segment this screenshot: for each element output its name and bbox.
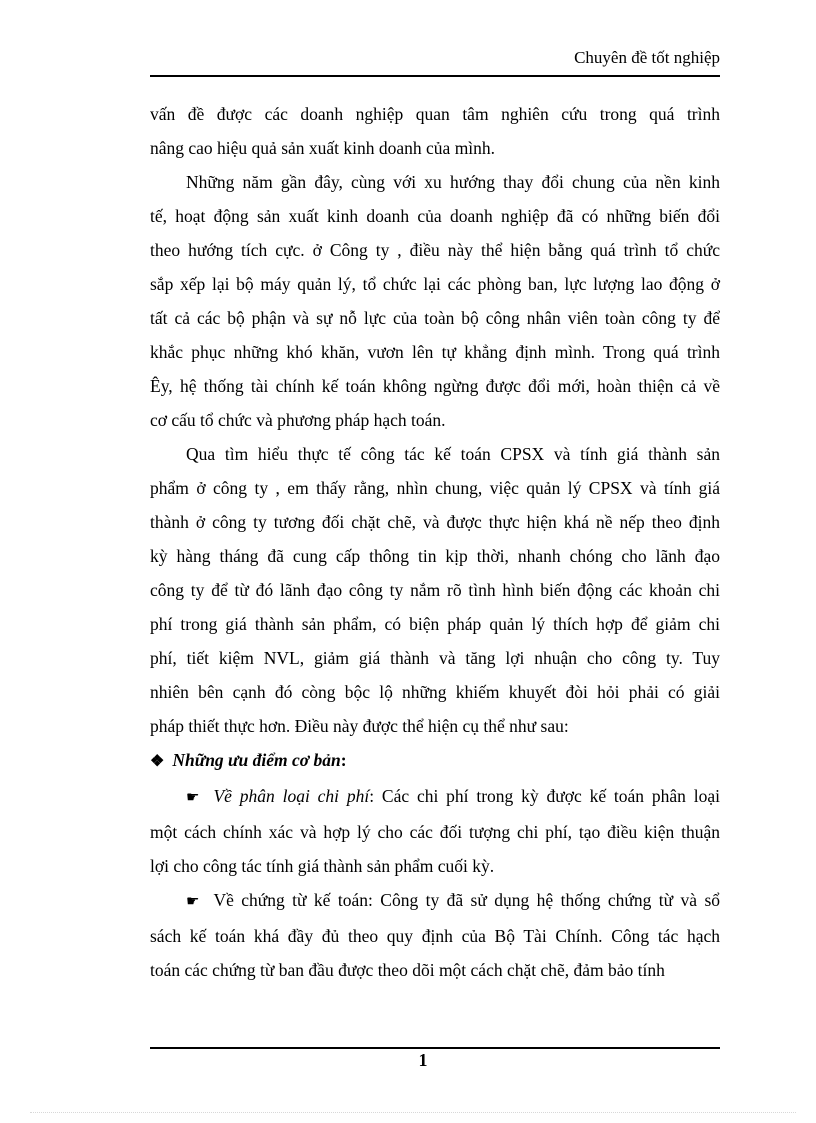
pointing-hand-icon: ☛: [186, 790, 200, 806]
paragraph-line: nâng cao hiệu quả sản xuất kinh doanh của mình.: [150, 138, 496, 158]
paragraph-line: pháp thiết thực hơn. Điều này được thể hiện cụ thể như sau:: [150, 716, 569, 736]
list-item-cost-classification: [150, 779, 720, 883]
paragraph-line: cơ cấu tổ chức và phương pháp hạch toán.: [150, 410, 446, 430]
section-heading-text: Những ưu điểm cơ bản: [172, 750, 341, 770]
list-item-rest: : Công ty đã sử dụng hệ thống chứng từ và sổ: [368, 890, 721, 910]
paragraph-line: phí trong giá thành sản phẩm, có biện pháp quản lý thích hợp để giảm chi: [150, 614, 720, 634]
paragraph-2: [150, 165, 720, 437]
header-rule: [150, 75, 720, 77]
list-item-lead: Về chứng từ kế toán: [213, 890, 368, 910]
paragraph-line: một cách chính xác và hợp lý cho các đối tượng chi phí, tạo điều kiện thuận: [150, 822, 720, 842]
header-title: Chuyên đề tốt nghiệp: [574, 48, 720, 67]
footer-rule: [150, 1047, 720, 1049]
paragraph-line: theo hướng tích cực. ở Công ty , điều này thể hiện bằng quá trình tổ chức: [150, 240, 720, 260]
paragraph-line: tế, hoạt động sản xuất kinh doanh của doanh nghiệp đã có những biến đổi: [150, 206, 720, 226]
list-item-first-line: [150, 779, 720, 815]
paragraph-line: sách kế toán khá đầy đủ theo quy định của Bộ Tài Chính. Công tác hạch: [150, 926, 720, 946]
section-heading-colon: :: [340, 750, 347, 770]
paragraph-1: [150, 97, 720, 165]
diamond-bullet-icon: ❖: [150, 753, 165, 770]
paragraph-line: toán các chứng từ ban đầu được theo dõi một cách chặt chẽ, đảm bảo tính: [150, 960, 665, 980]
paragraph-line: lợi cho công tác tính giá thành sản phẩm cuối kỳ.: [150, 856, 495, 876]
paragraph-line: Êy, hệ thống tài chính kế toán không ngừng được đổi mới, hoàn thiện cả về: [150, 376, 720, 396]
paragraph-line: tất cả các bộ phận và sự nỗ lực của toàn bộ công nhân viên toàn công ty để: [150, 308, 720, 328]
paragraph-line: Qua tìm hiểu thực tế công tác kế toán CPSX và tính giá thành sản: [186, 444, 720, 464]
list-item-first-line: [150, 883, 720, 919]
paragraph-line: phí, tiết kiệm NVL, giảm giá thành và tăng lợi nhuận cho công ty. Tuy: [150, 648, 720, 668]
paragraph-line: vấn đề được các doanh nghiệp quan tâm nghiên cứu trong quá trình: [150, 104, 720, 124]
section-heading: [150, 743, 720, 779]
list-item-rest: : Các chi phí trong kỳ được kế toán phân loại: [369, 786, 720, 806]
paragraph-line: nhiên bên cạnh đó còng bộc lộ những khiếm khuyết đòi hỏi phải có giải: [150, 682, 720, 702]
page-number: 1: [418, 1050, 428, 1070]
paragraph-line: Những năm gần đây, cùng với xu hướng thay đổi chung của nền kinh: [186, 172, 720, 192]
pointing-hand-icon: ☛: [186, 894, 200, 910]
paragraph-line: sắp xếp lại bộ máy quản lý, tổ chức lại các phòng ban, lực lượng lao động ở: [150, 274, 720, 294]
paragraph-line: phẩm ở công ty , em thấy rằng, nhìn chung, việc quản lý CPSX và tính giá: [150, 478, 720, 498]
document-body: [150, 97, 720, 987]
paragraph-line: khắc phục những khó khăn, vươn lên tự khẳng định mình. Trong quá trình: [150, 342, 720, 362]
page-edge-divider: [30, 1112, 796, 1113]
paragraph-3: [150, 437, 720, 743]
paragraph-line: công ty để từ đó lãnh đạo công ty nắm rõ tình hình biến động các khoản chi: [150, 580, 720, 600]
paragraph-line: thành ở công ty tương đối chặt chẽ, và được thực hiện khá nề nếp theo định: [150, 512, 720, 532]
paragraph-line: kỳ hàng tháng đã cung cấp thông tin kịp thời, nhanh chóng cho lãnh đạo: [150, 546, 720, 566]
list-item-accounting-vouchers: [150, 883, 720, 987]
list-item-lead: Về phân loại chi phí: [213, 786, 370, 806]
